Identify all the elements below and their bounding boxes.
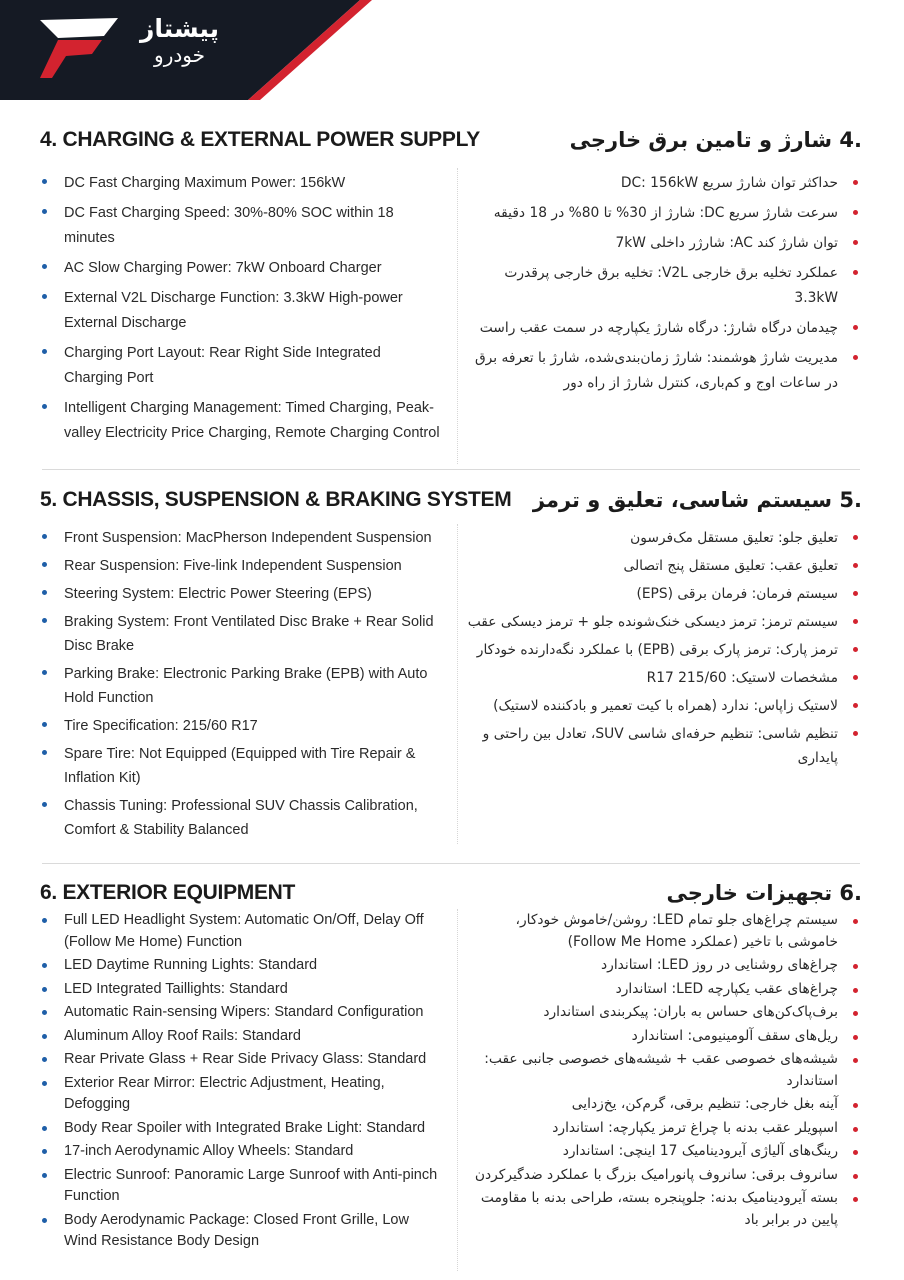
section-title-fa: .5 سیستم شاسی، تعلیق و ترمز xyxy=(532,488,862,512)
list-item: سیستم فرمان: فرمان برقی (EPS) xyxy=(462,582,862,606)
list-item: لاستیک زاپاس: ندارد (همراه با کیت تعمیر و بادکننده لاستیک) xyxy=(462,694,862,718)
section-divider xyxy=(42,469,860,470)
list-item: Braking System: Front Ventilated Disc Brake + Rear Solid Disc Brake xyxy=(40,610,442,658)
section-divider xyxy=(42,863,860,864)
list-item: Parking Brake: Electronic Parking Brake (EPB) with Auto Hold Function xyxy=(40,662,442,710)
section-title-en: 4. CHARGING & EXTERNAL POWER SUPPLY xyxy=(40,128,480,151)
list-item: LED Daytime Running Lights: Standard xyxy=(40,955,442,977)
list-item: Chassis Tuning: Professional SUV Chassis Calibration, Comfort & Stability Balanced xyxy=(40,794,442,842)
list-item: چیدمان درگاه شارژ: درگاه شارژ یکپارچه در سمت عقب راست xyxy=(462,316,862,341)
brand-subtitle: خودرو xyxy=(154,43,205,67)
list-item: Spare Tire: Not Equipped (Equipped with Tire Repair & Inflation Kit) xyxy=(40,742,442,790)
list-item: Steering System: Electric Power Steering (EPS) xyxy=(40,582,442,606)
column-divider xyxy=(457,168,458,464)
list-item: Rear Private Glass + Rear Side Privacy Glass: Standard xyxy=(40,1049,442,1071)
list-item: DC Fast Charging Speed: 30%-80% SOC within 18 minutes xyxy=(40,201,442,251)
header-banner xyxy=(0,0,904,100)
list-item: Body Rear Spoiler with Integrated Brake Light: Standard xyxy=(40,1118,442,1140)
column-divider xyxy=(457,524,458,844)
list-item: Intelligent Charging Management: Timed Charging, Peak-valley Electricity Price Charging, Remote Charging Control xyxy=(40,396,442,446)
section-title-fa: .4 شارژ و تامین برق خارجی xyxy=(569,128,862,152)
list-item: تعلیق جلو: تعلیق مستقل مک‌فرسون xyxy=(462,526,862,550)
spec-list-fa xyxy=(462,171,862,401)
list-item: عملکرد تخلیه برق خارجی V2L: تخلیه برق خارجی پرقدرت 3.3kW xyxy=(462,261,862,311)
list-item: Aluminum Alloy Roof Rails: Standard xyxy=(40,1026,442,1048)
spec-list-fa xyxy=(462,526,862,774)
list-item: External V2L Discharge Function: 3.3kW High-power External Discharge xyxy=(40,286,442,336)
list-item: سیستم ترمز: ترمز دیسکی خنک‌شونده جلو + ترمز دیسکی عقب xyxy=(462,610,862,634)
list-item: Charging Port Layout: Rear Right Side Integrated Charging Port xyxy=(40,341,442,391)
brand-name: پیشتاز xyxy=(140,14,220,43)
list-item: ترمز پارک: ترمز پارک برقی (EPB) با عملکرد نگه‌دارنده خودکار xyxy=(462,638,862,662)
section-title-fa: .6 تجهیزات خارجی xyxy=(666,881,862,905)
list-item: Front Suspension: MacPherson Independent Suspension xyxy=(40,526,442,550)
list-item: حداکثر توان شارژ سریع DC: 156kW xyxy=(462,171,862,196)
list-item: توان شارژ کند AC: شارژر داخلی 7kW xyxy=(462,231,862,256)
list-item: اسپویلر عقب بدنه با چراغ ترمز یکپارچه: استاندارد xyxy=(462,1118,862,1140)
list-item: LED Integrated Taillights: Standard xyxy=(40,979,442,1001)
section-title-en: 6. EXTERIOR EQUIPMENT xyxy=(40,881,296,904)
spec-list-fa xyxy=(462,910,862,1233)
list-item: چراغ‌های روشنایی در روز LED: استاندارد xyxy=(462,955,862,977)
list-item: مدیریت شارژ هوشمند: شارژ زمان‌بندی‌شده، شارژ با تعرفه برق در ساعات اوج و کم‌باری، کنترل شارژ از راه دور xyxy=(462,346,862,396)
list-item: 17-inch Aerodynamic Alloy Wheels: Standard xyxy=(40,1141,442,1163)
list-item: Body Aerodynamic Package: Closed Front Grille, Low Wind Resistance Body Design xyxy=(40,1210,442,1253)
list-item: بسته آیرودینامیک بدنه: جلوپنجره بسته، طراحی بدنه با مقاومت پایین در برابر باد xyxy=(462,1188,862,1231)
list-item: AC Slow Charging Power: 7kW Onboard Charger xyxy=(40,256,442,281)
spec-list-en xyxy=(40,171,442,451)
spec-list-en xyxy=(40,526,442,846)
list-item: برف‌پاک‌کن‌های حساس به باران: پیکربندی استاندارد xyxy=(462,1002,862,1024)
list-item: سرعت شارژ سریع DC: شارژ از 30% تا 80% در 18 دقیقه xyxy=(462,201,862,226)
list-item: Automatic Rain-sensing Wipers: Standard Configuration xyxy=(40,1002,442,1024)
list-item: رینگ‌های آلیاژی آیرودینامیک 17 اینچی: استاندارد xyxy=(462,1141,862,1163)
list-item: Rear Suspension: Five-link Independent Suspension xyxy=(40,554,442,578)
header-graphic xyxy=(0,0,904,100)
list-item: ریل‌های سقف آلومینیومی: استاندارد xyxy=(462,1026,862,1048)
brand-logo xyxy=(140,14,219,66)
spec-list-en xyxy=(40,910,442,1255)
list-item: Full LED Headlight System: Automatic On/Off, Delay Off (Follow Me Home) Function xyxy=(40,910,442,953)
section-title-en: 5. CHASSIS, SUSPENSION & BRAKING SYSTEM xyxy=(40,488,512,511)
list-item: سانروف برقی: سانروف پانورامیک بزرگ با عملکرد ضدگیرکردن xyxy=(462,1165,862,1187)
list-item: Tire Specification: 215/60 R17 xyxy=(40,714,442,738)
list-item: آینه بغل خارجی: تنظیم برقی، گرم‌کن، یخ‌زدایی xyxy=(462,1094,862,1116)
list-item: DC Fast Charging Maximum Power: 156kW xyxy=(40,171,442,196)
list-item: سیستم چراغ‌های جلو تمام LED: روشن/خاموش خودکار، خاموشی با تاخیر (عملکرد Follow Me Home) xyxy=(462,910,862,953)
list-item: Electric Sunroof: Panoramic Large Sunroof with Anti-pinch Function xyxy=(40,1165,442,1208)
column-divider xyxy=(457,909,458,1271)
list-item: شیشه‌های خصوصی عقب + شیشه‌های خصوصی جانبی عقب: استاندارد xyxy=(462,1049,862,1092)
list-item: مشخصات لاستیک: 215/60 R17 xyxy=(462,666,862,690)
list-item: تعلیق عقب: تعلیق مستقل پنج اتصالی xyxy=(462,554,862,578)
list-item: Exterior Rear Mirror: Electric Adjustment, Heating, Defogging xyxy=(40,1073,442,1116)
list-item: چراغ‌های عقب یکپارچه LED: استاندارد xyxy=(462,979,862,1001)
list-item: تنظیم شاسی: تنظیم حرفه‌ای شاسی SUV، تعادل بین راحتی و پایداری xyxy=(462,722,862,770)
